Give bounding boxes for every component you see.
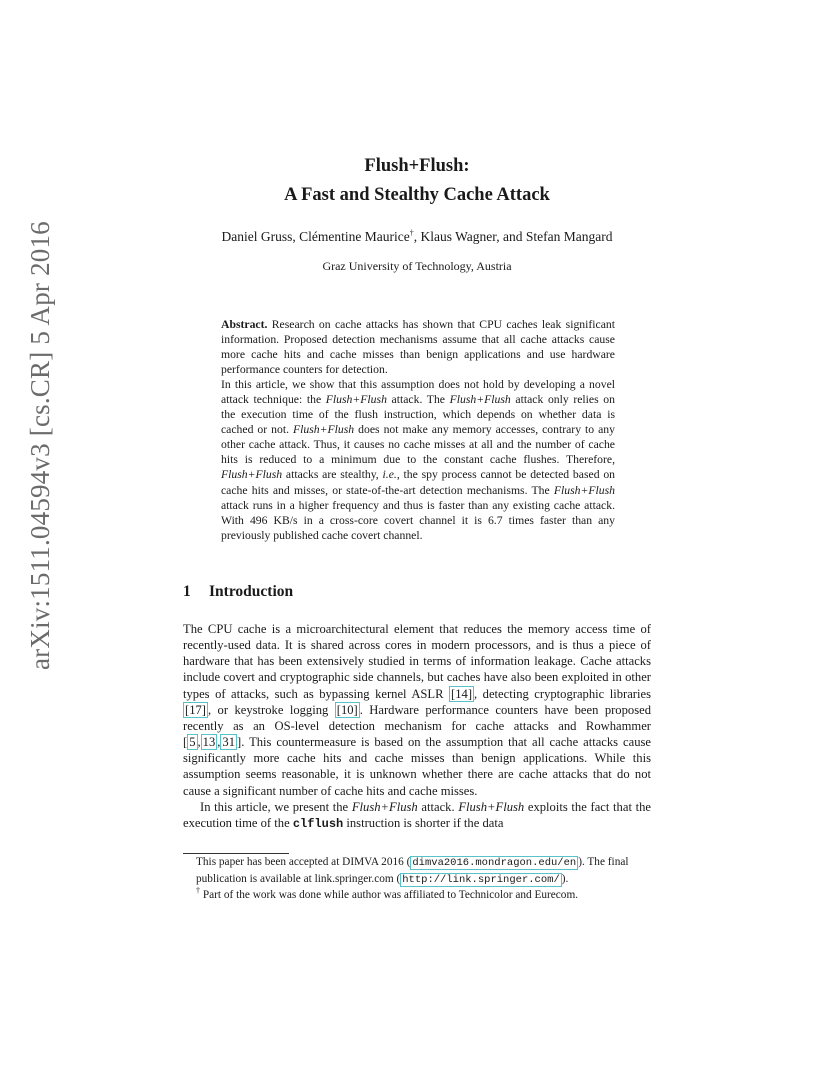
attack-name: Flush+Flush xyxy=(449,393,511,407)
intro-paragraph-1: The CPU cache is a microarchitectural element that reduces the memory access time of recently-used data. It is shared across cores in modern processors, and is thus a piece of hardware that has been extensively studied in terms of information leakage. Cache attacks include covert and cryptographic side channels, but caches have also been exploited in other types of attacks, such as bypassing kernel ASLR [14] , detecting cryptographic libraries [17] , or keystroke logging [10] . Hardware performance counters have been proposed recently as an OS-level detection mechanism for cache attacks and Rowhammer [ 5 , 13 , 31 ]. This countermeasure is based on the assumption that all cache attacks cause significantly more cache hits and cache misses than benign applications. While this assumption seems reasonable, it is unknown whether there are cache attacks that do not cause a significant number of cache hits and cache misses. xyxy=(183,622,651,798)
citation-link[interactable]: [14] xyxy=(451,686,473,701)
body-text: exploits the fact that the execution time of the xyxy=(183,799,652,830)
body-text: The CPU cache is a microarchitectural element that reduces the memory access time of recently-used data. It is shared across cores in modern processors, and is thus a piece of hardware that has been extensively studied in terms of information leakage. Cache attacks include covert and cryptographic side channels, but caches have also been exploited in other types of attacks, such as bypassing kernel ASLR xyxy=(183,622,651,701)
url-link[interactable]: http://link.springer.com/ xyxy=(402,873,560,886)
section-title: Introduction xyxy=(209,583,294,600)
citation-number: 10 xyxy=(340,702,354,717)
footnote-1 xyxy=(183,855,651,888)
author-dagger: † xyxy=(409,228,414,238)
footnote-text: ). The final publication is available at link.springer.com ( xyxy=(196,856,629,885)
section-heading xyxy=(183,583,293,601)
attack-name: Flush+Flush xyxy=(553,483,615,497)
footnote-2 xyxy=(183,888,651,904)
footnote-text: Part of the work was done while author was affiliated to Technicolor and Eurecom. xyxy=(200,889,579,901)
author-list xyxy=(183,227,651,247)
attack-name: Flush+Flush xyxy=(221,468,283,482)
body-text: , or keystroke logging xyxy=(208,702,335,717)
citation-link[interactable]: 31 xyxy=(222,735,235,750)
attack-name: Flush+Flush xyxy=(293,423,355,437)
footnote-text: This paper has been accepted at DIMVA 2016 ( xyxy=(196,856,411,868)
affiliation: Graz University of Technology, Austria xyxy=(322,259,512,273)
body-text: attack. xyxy=(417,799,459,814)
body-text: In this article, we present the xyxy=(200,799,352,814)
paper-title xyxy=(183,152,651,210)
abstract-text: attack. The xyxy=(386,393,450,407)
citation-link[interactable]: 5 xyxy=(189,735,196,750)
attack-name: Flush+Flush xyxy=(325,393,387,407)
abstract-paragraph-2 xyxy=(221,377,615,543)
abstract-text: does not make any memory accesses, contrary to any other cache attack. Thus, it causes no cache misses at all and the number of cache hits is reduced to a minimum due to the constant cache flushes. Therefore, xyxy=(221,423,615,467)
citation-link[interactable]: [17] xyxy=(185,702,206,717)
abstract-text: attack runs in a higher frequency and thus is faster than any existing cache attack. With 496 KB/s in a cross-core covert channel it is 6.7 times faster than any previously published cache covert channel. xyxy=(221,498,615,542)
abstract-text: In this article, we show that this assumption does not hold by developing a novel attack technique: the xyxy=(221,378,615,407)
title-line-1: Flush+Flush: xyxy=(364,156,470,176)
attack-name: Flush+Flush xyxy=(458,799,525,814)
section-number: 1 xyxy=(183,583,191,600)
title-line-2: A Fast and Stealthy Cache Attack xyxy=(284,185,550,205)
latin-abbrev: i.e. xyxy=(382,468,397,482)
body-text: . Hardware performance counters have been proposed recently as an OS-level detection mechanism for cache attacks and Rowhammer xyxy=(183,702,651,733)
instruction-name: clflush xyxy=(292,816,344,831)
authors-part-2: , Klaus Wagner, and Stefan Mangard xyxy=(413,229,613,244)
abstract-text: attacks are stealthy, xyxy=(282,468,383,482)
abstract-text: , the spy process cannot be detected based on cache hits and misses, or state-of-the-art detection mechanisms. The xyxy=(221,468,616,497)
footnote-text: ). xyxy=(561,872,569,885)
abstract-text: attack only relies on the execution time of the flush instruction, which depends on whether data is cached or not. xyxy=(221,393,615,437)
abstract-paragraph-1 xyxy=(221,317,615,377)
footnote-divider xyxy=(183,853,289,854)
introduction-body xyxy=(183,621,651,832)
citation-link[interactable]: 13 xyxy=(202,735,216,750)
arxiv-identifier xyxy=(20,221,60,710)
abstract xyxy=(221,317,615,543)
authors-part-1: Daniel Gruss, Clémentine Maurice xyxy=(221,229,410,244)
abstract-label: Abstract. xyxy=(221,318,268,331)
intro-paragraph-2 xyxy=(183,799,651,832)
abstract-text-1: Research on cache attacks has shown that CPU caches leak significant information. Proposed detection mechanisms assume that all cache attacks cause more cache hits and cache misses than benign applications and use hardware performance counters for detection. xyxy=(221,318,615,377)
footnotes xyxy=(183,855,651,904)
citation-number: 14 xyxy=(455,686,468,701)
attack-name: Flush+Flush xyxy=(351,799,418,814)
body-text: instruction is shorter if the data xyxy=(343,815,504,830)
footnote-dagger: † xyxy=(196,886,200,896)
citation-number: 17 xyxy=(189,702,202,717)
url-link[interactable]: dimva2016.mondragon.edu/en xyxy=(412,857,577,869)
body-text: . This countermeasure is based on the assumption that all cache attacks cause significantly more cache hits and cache misses than benign applications. While this assumption seems reasonable, it is unknown whether there are cache attacks that do not cause a significant number of cache hits and cache misses. xyxy=(183,735,651,798)
body-text: , detecting cryptographic libraries xyxy=(474,686,651,701)
citation-link[interactable]: [10] xyxy=(336,702,358,717)
arxiv-id-text: arXiv:1511.04594v3 [cs.CR] 5 Apr 2016 xyxy=(25,221,55,670)
